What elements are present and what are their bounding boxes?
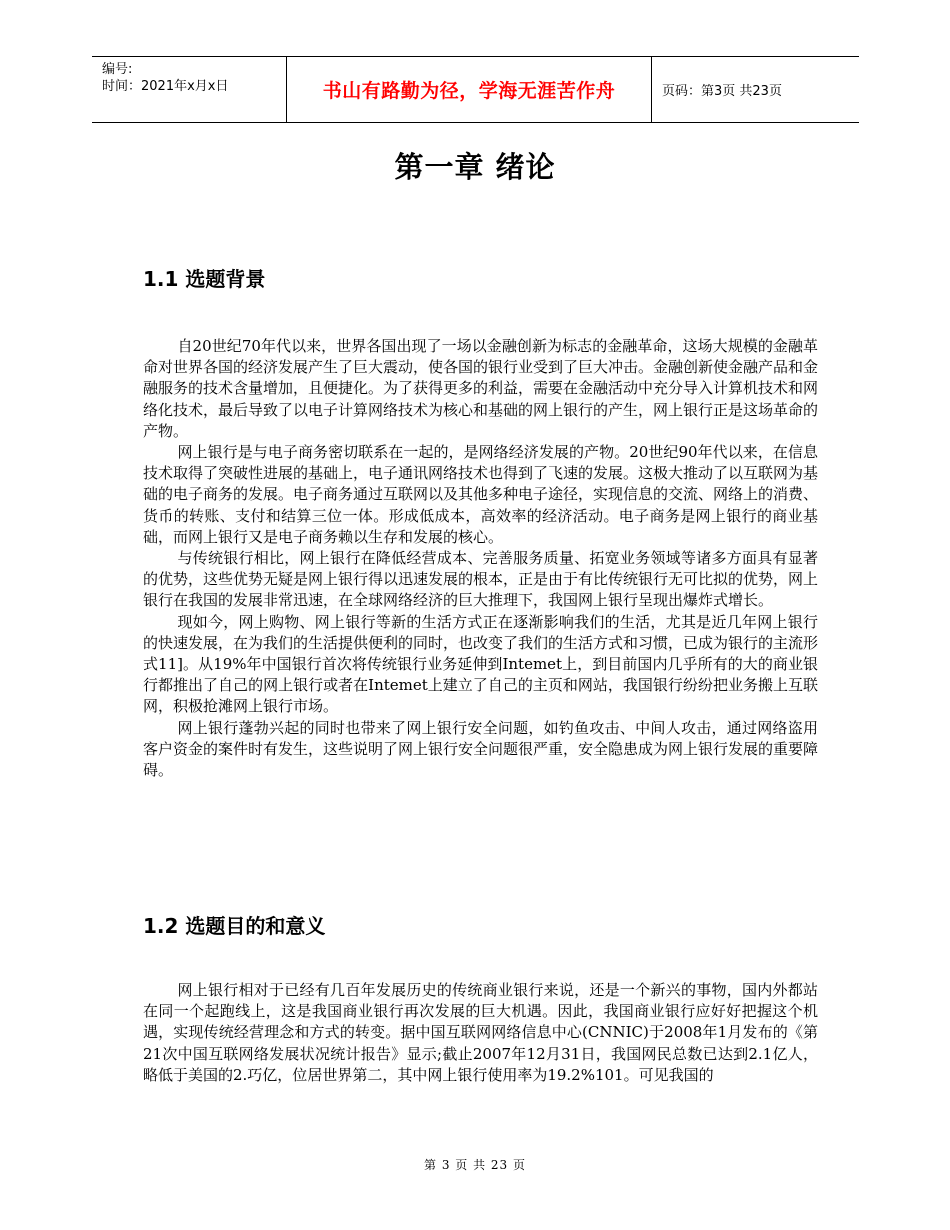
paragraph: 自20世纪70年代以来，世界各国出现了一场以金融创新为标志的金融革命，这场大规模的金融革命对世界各国的经济发展产生了巨大震动，使各国的银行业受到了巨大冲击。金融创新使金融产品和金融服务的技术含量增加，且便捷化。为了获得更多的利益，需要在金融活动中充分导入计算机技术和网络化技术，最后导致了以电子计算网络技术为核心和基础的网上银行的产生，网上银行正是这场革命的产物。 xyxy=(143,337,819,440)
paragraph: 与传统银行相比，网上银行在降低经营成本、完善服务质量、拓宽业务领域等诸多方面具有显著的优势，这些优势无疑是网上银行得以迅速发展的根本，正是由于有比传统银行无可比拟的优势，网上银行在我国的发展非常迅速，在全球网络经济的巨大推理下，我国网上银行呈现出爆炸式增长。 xyxy=(143,549,819,610)
header-motto xyxy=(286,57,652,122)
section-body-1-2 xyxy=(143,980,818,1086)
paragraph: 网上银行是与电子商务密切联系在一起的，是网络经济发展的产物。20世纪90年代以来，在信息技术取得了突破性进展的基础上，电子通讯网络技术也得到了飞速的发展。这极大推动了以互联网为基础的电子商务的发展。电子商务通过互联网以及其他多种电子途径，实现信息的交流、网络上的消费、货币的转账、支付和结算三位一体。形成低成本，高效率的经济活动。电子商务是网上银行的商业基础，而网上银行又是电子商务赖以生存和发展的核心。 xyxy=(143,443,819,546)
paragraph: 网上银行相对于已经有几百年发展历史的传统商业银行来说，还是一个新兴的事物，国内外都站在同一个起跑线上，这是我国商业银行再次发展的巨大机遇。因此，我国商业银行应好好把握这个机遇，实现传统经营理念和方式的转变。据中国互联网网络信息中心(CNNIC)于2008年1月发布的《第21次中国互联网络发展状况统计报告》显示;截止2007年12月31日，我国网民总数已达到2.1亿人，略低于美国的2.巧亿，位居世界第二，其中网上银行使用率为19.2%101。可见我国的 xyxy=(143,981,818,1084)
time-label: 时间：2021年x月x日 xyxy=(102,79,229,94)
paragraph: 网上银行蓬勃兴起的同时也带来了网上银行安全问题，如钓鱼攻击、中间人攻击，通过网络盗用客户资金的案件时有发生，这些说明了网上银行安全问题很严重，安全隐患成为网上银行发展的重要障碍。 xyxy=(143,718,819,780)
page-header xyxy=(92,56,859,123)
motto-text: 书山有路勤为径，学海无涯苦作舟 xyxy=(322,80,616,102)
header-meta xyxy=(92,57,286,122)
header-page-info xyxy=(652,57,859,122)
number-label: 编号: xyxy=(102,62,133,77)
page-info-text: 页码：第3页 共23页 xyxy=(662,84,782,99)
paragraph: 现如今，网上购物、网上银行等新的生活方式正在逐渐影响我们的生活，尤其是近几年网上银行的快速发展，在为我们的生活提供便利的同时，也改变了我们的生活方式和习惯，已成为银行的主流形式11]。从19%年中国银行首次将传统银行业务延伸到Intemet上，到目前国内几乎所有的大的商业银行都推出了自己的网上银行或者在Intemet上建立了自己的主页和网站，我国银行纷纷把业务搬上互联网，积极抢滩网上银行市场。 xyxy=(143,612,819,716)
section-heading-1-2: 1.2 选题目的和意义 xyxy=(143,914,326,938)
section-heading-1-1: 1.1 选题背景 xyxy=(143,267,266,291)
section-body-1-1 xyxy=(143,336,818,781)
page-footer: 第 3 页 共 23 页 xyxy=(424,1158,526,1172)
chapter-title: 第一章 绪论 xyxy=(394,150,556,184)
